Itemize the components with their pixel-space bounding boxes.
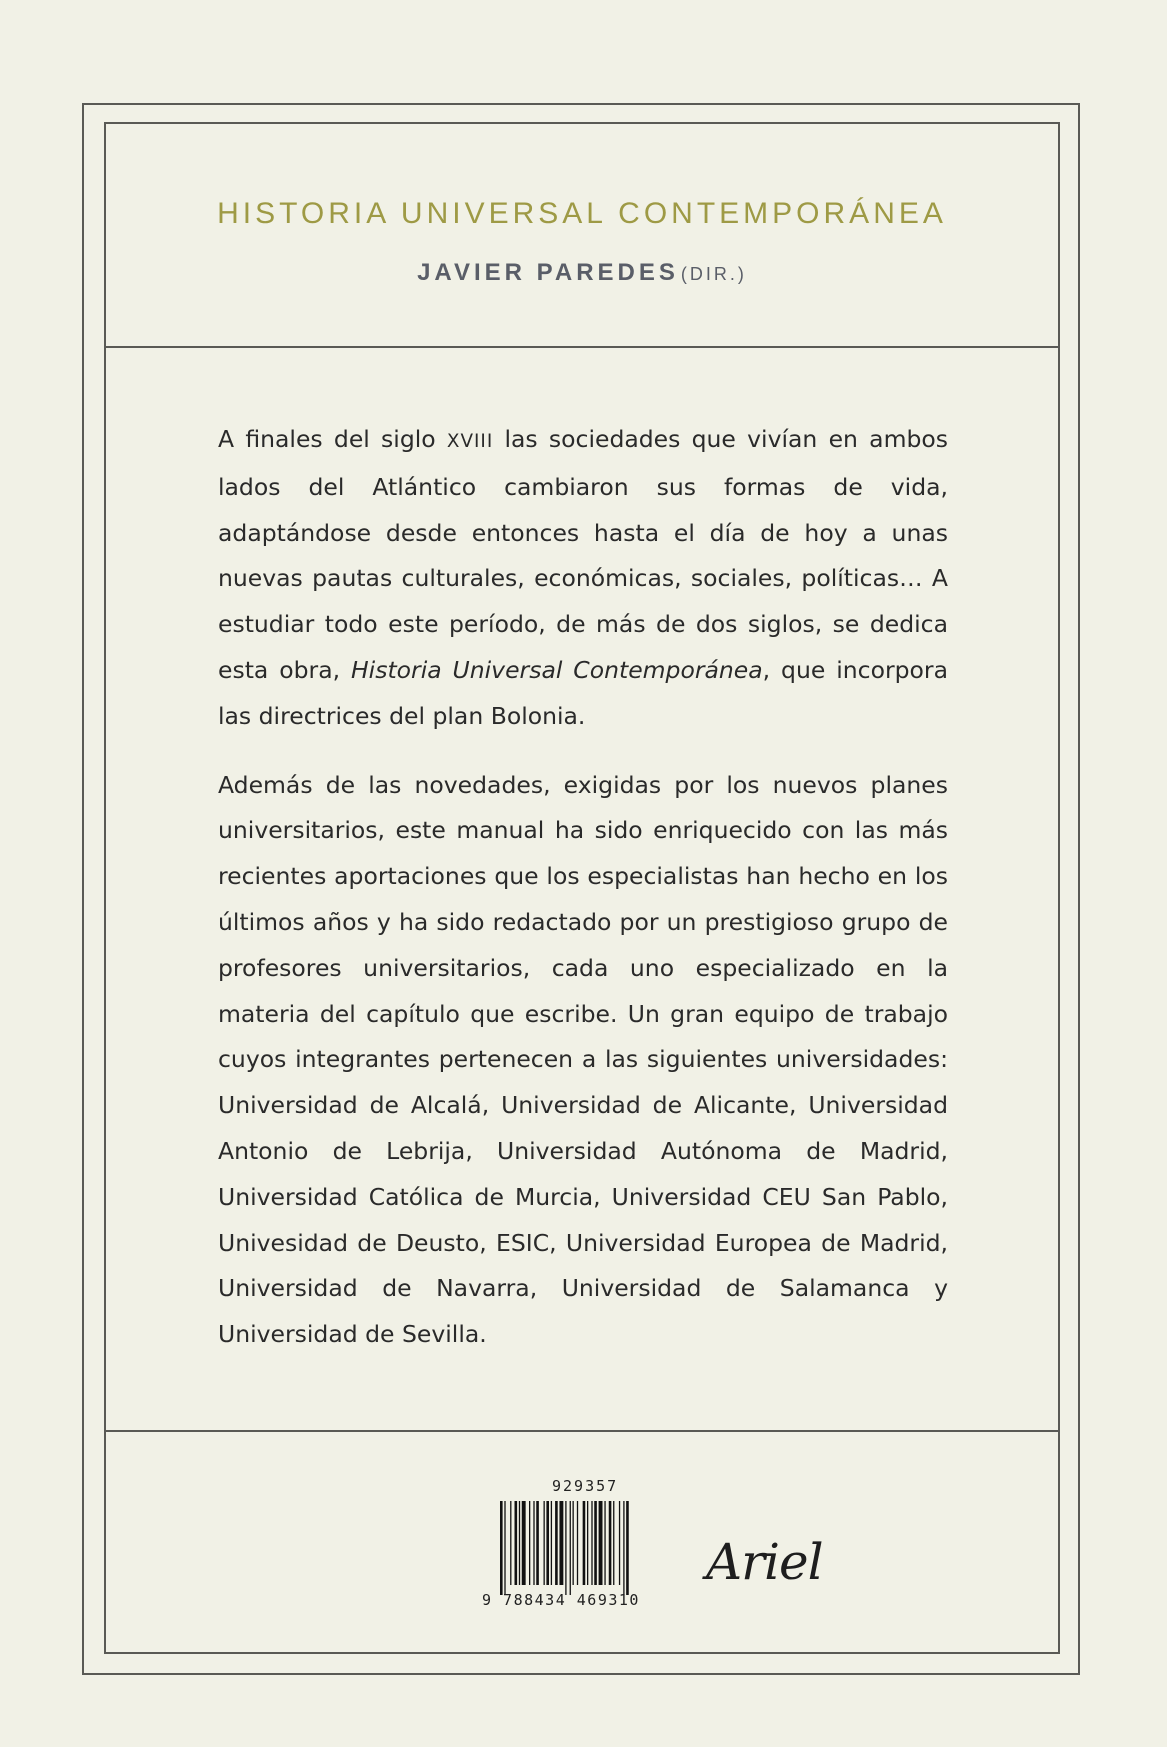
isbn-barcode — [478, 1477, 708, 1612]
barcode-bars — [498, 1501, 678, 1595]
barcode-bar — [546, 1501, 549, 1585]
century-numeral: XVIII — [446, 431, 494, 452]
barcode-bar — [544, 1501, 545, 1585]
barcode-bar — [533, 1501, 534, 1585]
barcode-bar — [565, 1501, 566, 1595]
barcode-bar — [529, 1501, 530, 1585]
barcode-bar — [559, 1501, 563, 1585]
barcode-digits: 9 788434 469310 — [482, 1591, 640, 1609]
barcode-bar — [613, 1501, 614, 1585]
footer-divider — [104, 1430, 1060, 1432]
barcode-bar — [587, 1501, 588, 1585]
barcode-bar — [536, 1501, 539, 1585]
barcode-top-code: 929357 — [552, 1477, 619, 1495]
barcode-bar — [573, 1501, 574, 1585]
p1-text-b: las sociedades que vivían en ambos lados del Atlántico cambiaron sus formas de vida, adaptándose desde entonces hasta el día de hoy a unas nuevas pautas culturales, económicas, sociales, políticas… A estudiar todo este período, de más de dos siglos, se dedica esta obra, — [218, 425, 948, 684]
barcode-bar — [599, 1501, 603, 1585]
p1-text-c: , que incorpora las directrices del plan Bolonia. — [218, 655, 948, 730]
barcode-bar — [583, 1501, 586, 1585]
barcode-bar — [623, 1501, 624, 1595]
barcode-bar — [619, 1501, 620, 1585]
book-title-italic: Historia Universal Contemporánea — [351, 655, 763, 684]
barcode-bar — [519, 1501, 520, 1585]
barcode-bar — [591, 1501, 592, 1585]
barcode-bar — [515, 1501, 518, 1585]
barcode-bar — [609, 1501, 612, 1585]
barcode-bar — [594, 1501, 597, 1585]
author-name: JAVIER PAREDES — [417, 259, 679, 286]
barcode-bar — [604, 1501, 605, 1585]
author-role: (DIR.) — [680, 264, 747, 284]
barcode-bar — [555, 1501, 558, 1585]
barcode-bar — [510, 1501, 511, 1585]
barcode-bar — [551, 1501, 552, 1585]
barcode-bar — [522, 1501, 526, 1585]
author-line — [104, 259, 1060, 287]
blurb-paragraph-1 — [218, 417, 948, 740]
publisher-logo: Ariel — [706, 1533, 823, 1591]
p1-text-a: A finales del siglo — [218, 425, 447, 453]
barcode-bar — [577, 1501, 578, 1585]
barcode-bar — [570, 1501, 571, 1595]
barcode-bar — [504, 1501, 505, 1595]
barcode-bar — [626, 1501, 629, 1595]
blurb-paragraph-2: Además de las novedades, exigidas por los nuevos planes universitarios, este manual ha sido enriquecido con las más recientes aportaciones que los especialistas han hecho en los últimos años y ha sido redactado por un prestigioso grupo de profesores universitarios, cada uno especializado en la materia del capítulo que escribe. Un gran equipo de trabajo cuyos integrantes pertenecen a las siguientes universidades: Universidad de Alcalá, Universidad de Alicante, Universidad Antonio de Lebrija, Universidad Autónoma de Madrid, Universidad Católica de Murcia, Universidad CEU San Pablo, Univesidad de Deusto, ESIC, Universidad Europea de Madrid, Universidad de Navarra, Universidad de Salamanca y Universidad de Sevilla. — [218, 770, 948, 1349]
header-divider — [104, 346, 1060, 348]
barcode-bar — [500, 1501, 503, 1595]
series-title: HISTORIA UNIVERSAL CONTEMPORÁNEA — [217, 197, 947, 230]
blurb — [218, 417, 948, 1381]
